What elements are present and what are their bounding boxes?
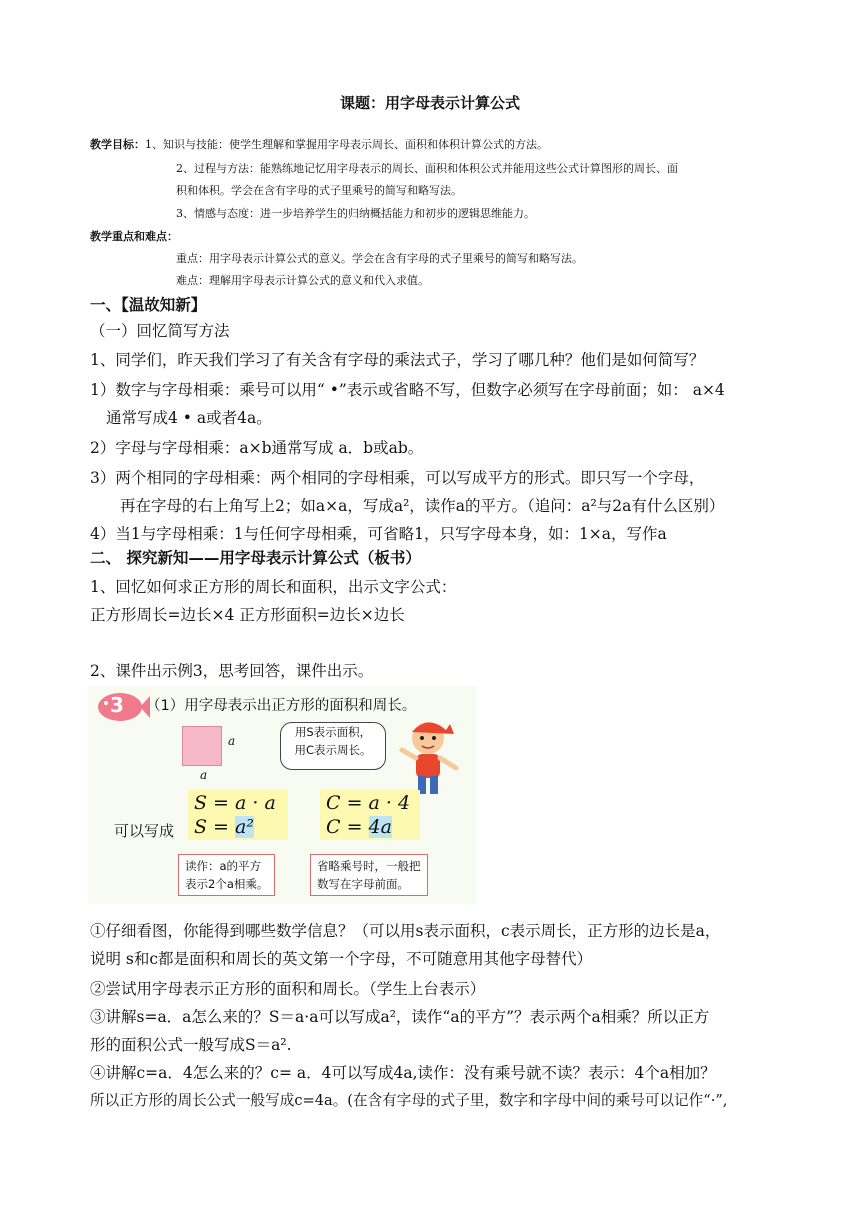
key-point: 重点：用字母表示计算公式的意义。学会在含有字母的式子里乘号的简写和略写法。 bbox=[176, 252, 583, 265]
section-1-line-1: 1、同学们，昨天我们学习了有关含有字母的乘法式子，学习了哪几种？他们是如何简写？ bbox=[90, 351, 705, 369]
note-square-line-2: 表示2个a相乘。 bbox=[185, 877, 269, 891]
perimeter-short-highlight: 4a bbox=[368, 816, 392, 838]
perimeter-formula-short bbox=[326, 815, 414, 839]
square-side-label-right: a bbox=[228, 734, 236, 748]
note-omit bbox=[310, 854, 428, 896]
section-2-heading: 二、 探究新知——用字母表示计算公式（板书） bbox=[90, 549, 421, 567]
section-2-line-2: 正方形周长=边长×4 正方形面积=边长×边长 bbox=[90, 606, 405, 624]
example-number: 3 bbox=[110, 693, 124, 717]
page-title: 课题：用字母表示计算公式 bbox=[339, 94, 520, 112]
section-1-line-4b: 再在字母的右上角写上2；如a×a，写成a²，读作a的平方。（追问：a²与2a有什么区别） bbox=[120, 497, 725, 515]
area-formula-box bbox=[188, 790, 288, 840]
section-1-line-2a: 1）数字与字母相乘：乘号可以用“ •”表示或省略不写，但数字必须写在字母前面；如： a×4 bbox=[90, 381, 725, 399]
key-points-label-text: 教学重点和难点： bbox=[90, 230, 178, 243]
perimeter-formula-box bbox=[320, 790, 420, 840]
area-formula: S = a · a bbox=[194, 792, 276, 814]
example-figure bbox=[88, 686, 476, 904]
question-2: ②尝试用字母表示正方形的面积和周长。（学生上台表示） bbox=[90, 980, 486, 998]
cartoon-boy-icon bbox=[394, 712, 466, 798]
square-side-label-bottom: a bbox=[200, 768, 208, 782]
question-1a: ①仔细看图，你能得到哪些数学信息？（可以用s表示面积，c表示周长，正方形的边长是a， bbox=[90, 922, 721, 940]
section-2-line-3: 2、课件出示例3，思考回答，课件出示。 bbox=[90, 662, 374, 680]
section-1-line-5: 4）当1与字母相乘：1与任何字母相乘，可省略1，只写字母本身，如：1×a，写作a bbox=[90, 525, 667, 543]
question-4b: 所以正方形的周长公式一般写成c=4a。(在含有字母的式子里，数字和字母中间的乘号可以记作“·”, bbox=[90, 1092, 728, 1109]
difficult-point: 难点：理解用字母表示计算公式的意义和代入求值。 bbox=[176, 274, 429, 287]
question-3a: ③讲解s=a．a怎么来的？S＝a·a可以写成a²，读作“a的平方”？表示两个a相乘？所以正方 bbox=[90, 1008, 710, 1026]
note-omit-line-1: 省略乘号时，一般把 bbox=[317, 859, 421, 873]
speech-bubble bbox=[280, 722, 386, 770]
area-short-prefix: S = bbox=[194, 816, 236, 838]
section-1-heading: 一、【温故知新】 bbox=[90, 296, 207, 314]
section-1-line-3: 2）字母与字母相乘：a×b通常写成 a．b或ab。 bbox=[90, 439, 424, 457]
perimeter-formula: C = a · 4 bbox=[326, 792, 411, 814]
area-formula-short bbox=[194, 815, 282, 839]
bubble-line-1: 用S表示面积， bbox=[294, 725, 372, 739]
objective-item-2-line-1: 2、过程与方法：能熟练地记忆用字母表示的周长、面积和体积公式并能用这些公式计算图形的周长、面 bbox=[176, 162, 678, 175]
question-1b: 说明 s和c都是面积和周长的英文第一个字母，不可随意用其他字母替代） bbox=[90, 950, 593, 968]
section-1-subheading: （一）回忆简写方法 bbox=[90, 322, 230, 340]
objective-item-3: 3、情感与态度：进一步培养学生的归纳概括能力和初步的逻辑思维能力。 bbox=[176, 207, 535, 220]
objectives-line-1 bbox=[90, 137, 548, 153]
note-square-line-1: 读作：a的平方 bbox=[185, 859, 262, 873]
bubble-line-2: 用C表示周长。 bbox=[294, 743, 372, 757]
section-2-line-1: 1、回忆如何求正方形的周长和面积，出示文字公式： bbox=[90, 578, 457, 596]
perimeter-short-prefix: C = bbox=[326, 816, 369, 838]
question-4a: ④讲解c=a．4怎么来的？c= a．4可以写成4a,读作：没有乘号就不读？表示：4个a相加？ bbox=[90, 1064, 716, 1082]
section-1-line-2b: 通常写成4 • a或者4a。 bbox=[106, 409, 272, 427]
note-square bbox=[178, 854, 275, 896]
area-short-highlight: a² bbox=[235, 816, 254, 838]
key-points-label bbox=[90, 229, 178, 245]
can-write-label: 可以写成 bbox=[114, 822, 175, 840]
objective-item-2-line-2: 积和体积。学会在含有字母的式子里乘号的简写和略写法。 bbox=[176, 184, 462, 197]
objective-item-1: 1、知识与技能：使学生理解和掌握用字母表示周长、面积和体积计算公式的方法。 bbox=[145, 138, 548, 151]
section-1-line-4a: 3）两个相同的字母相乘：两个相同的字母相乘，可以写成平方的形式。即只写一个字母， bbox=[90, 469, 705, 487]
note-omit-line-2: 数写在字母前面。 bbox=[317, 877, 409, 891]
square-shape bbox=[182, 726, 222, 766]
objectives-label: 教学目标： bbox=[90, 138, 145, 151]
figure-heading: （1）用字母表示出正方形的面积和周长。 bbox=[146, 698, 417, 714]
question-3b: 形的面积公式一般写成S＝a². bbox=[90, 1036, 292, 1054]
